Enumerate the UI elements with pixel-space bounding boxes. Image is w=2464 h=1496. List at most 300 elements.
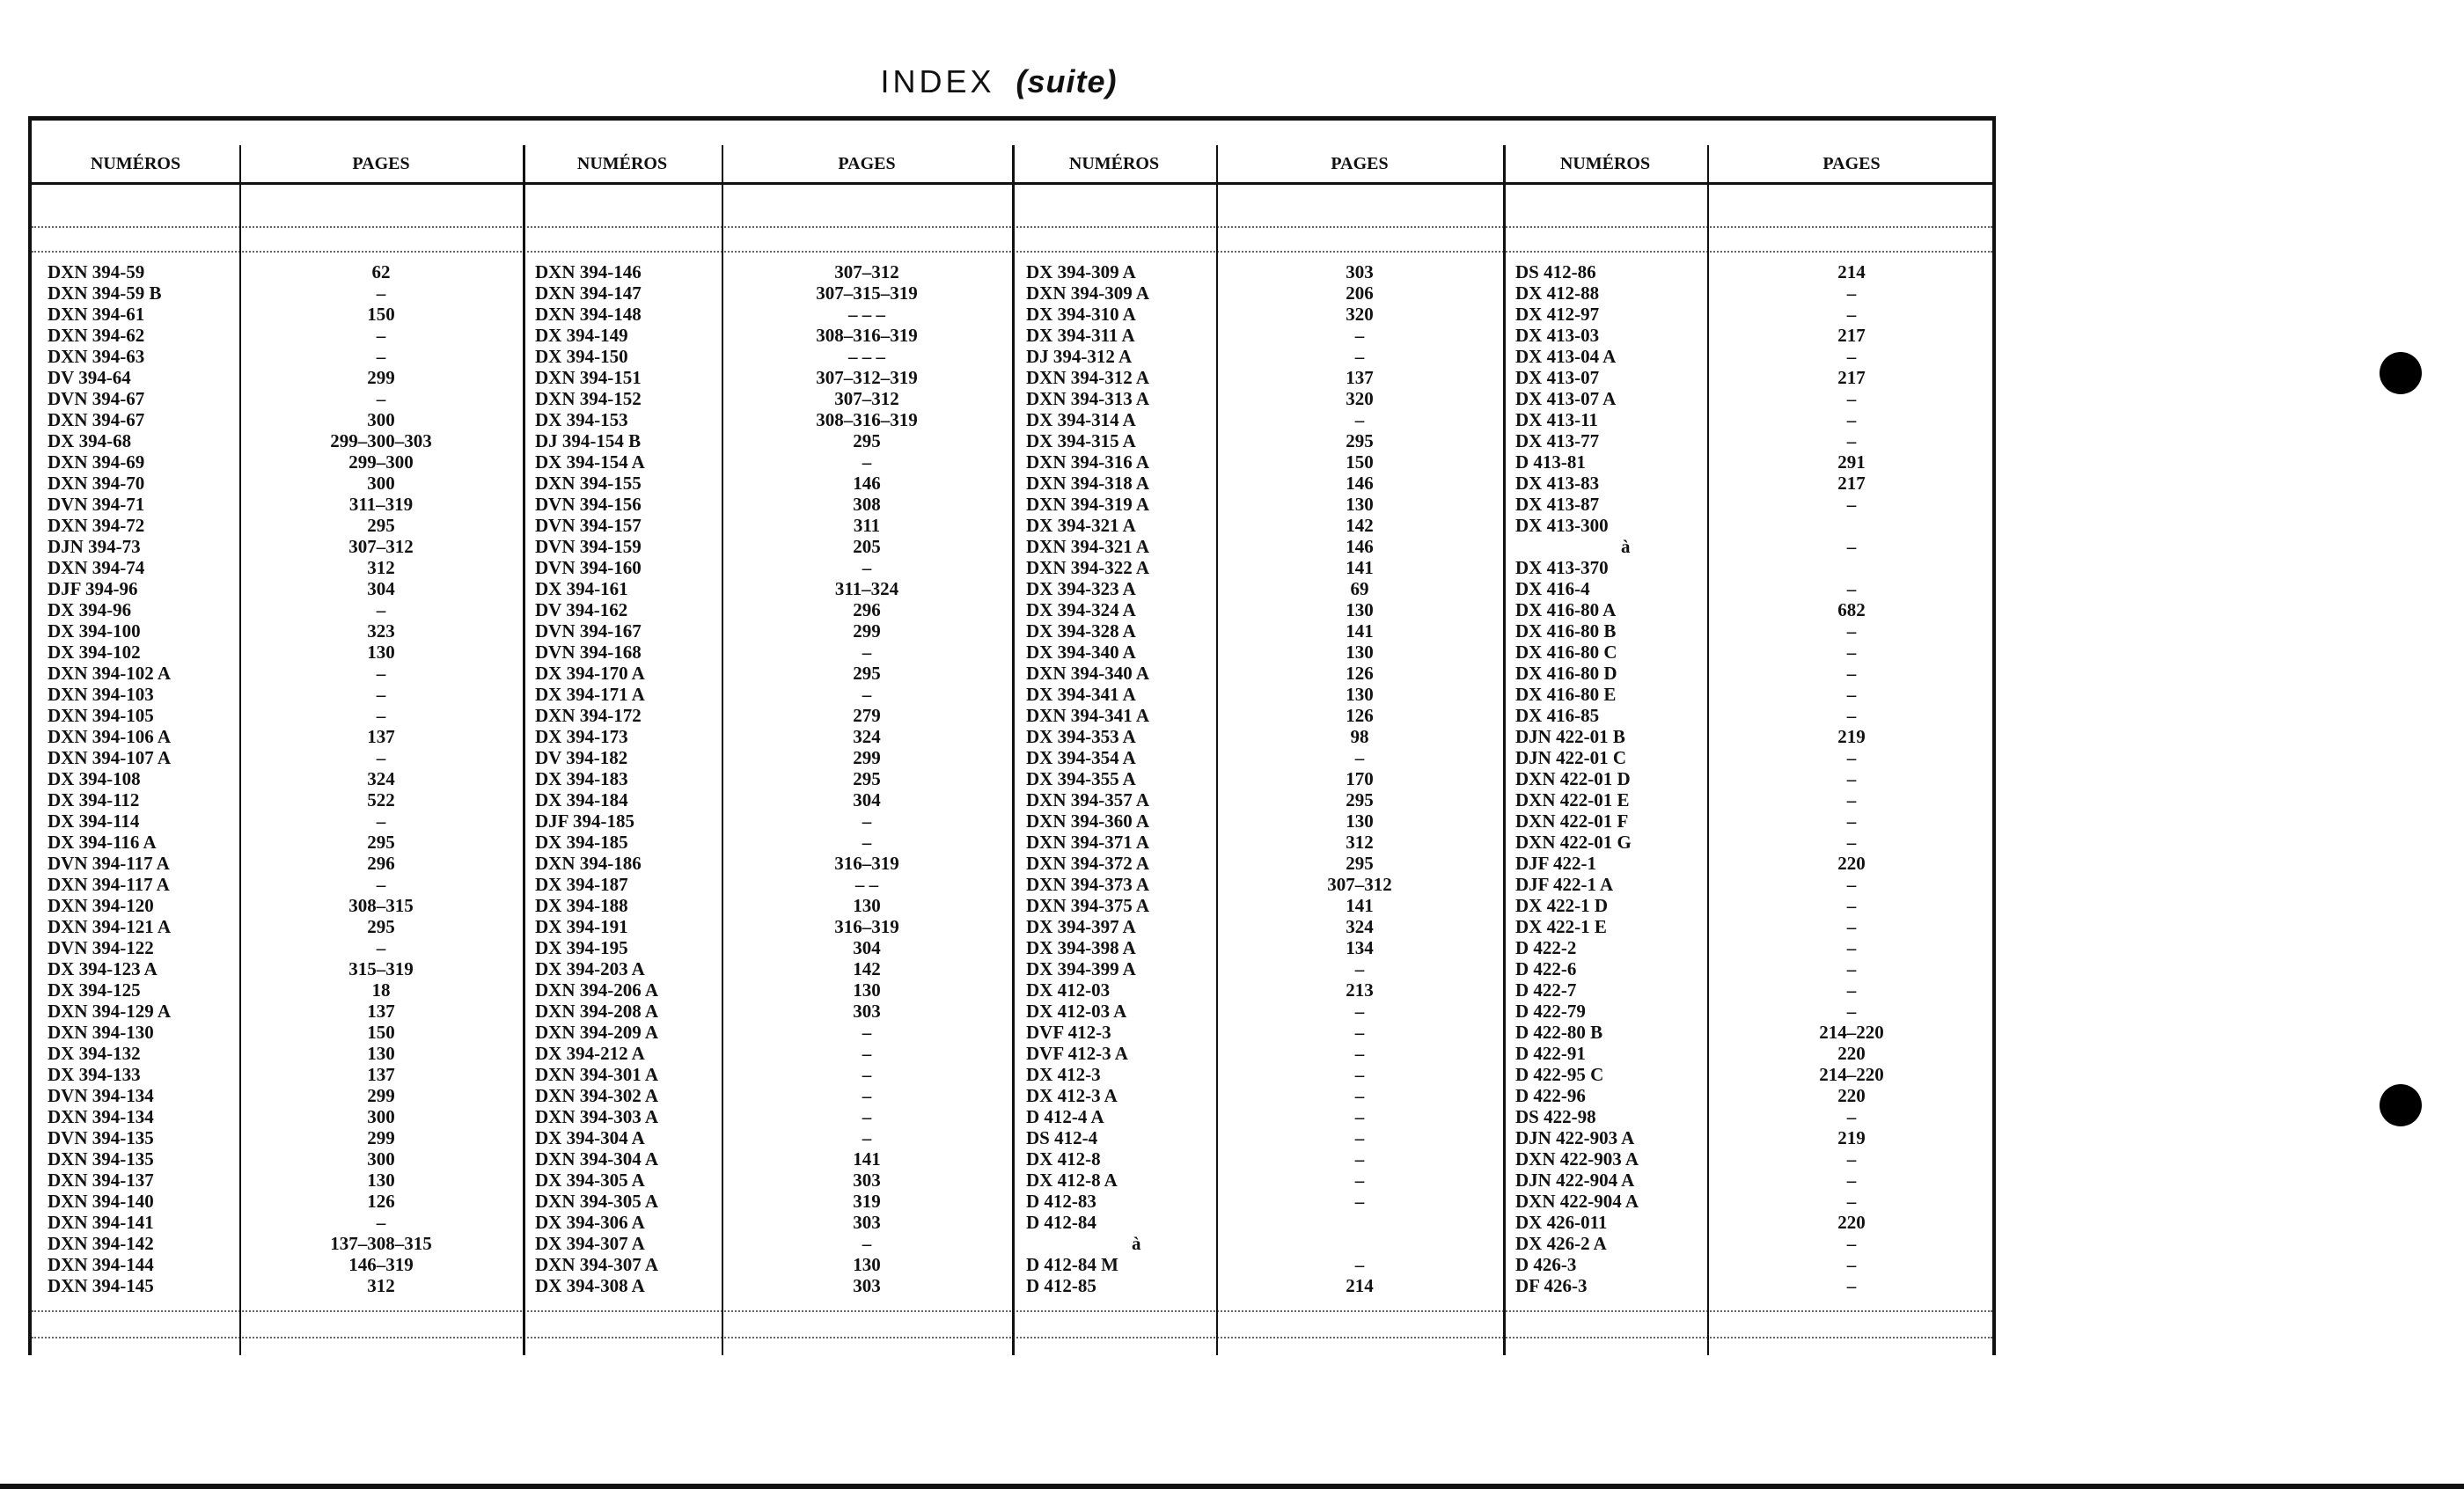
entry-pages: 62 [371,261,391,282]
entry-pages: – [376,388,386,409]
entry-pages: 296 [367,853,395,874]
index-entry [1515,958,1991,979]
index-entry [1515,642,1991,663]
index-entry [535,515,1010,536]
index-entry [535,979,1010,1001]
header-pages: PAGES [1331,154,1389,173]
index-entry [535,1191,1010,1212]
entry-number: DX 412-3 A [1026,1085,1118,1106]
index-entry [1026,1043,1501,1064]
entry-pages: – [1354,1085,1365,1106]
entry-number: DX 413-300 [1515,515,1609,536]
entry-number: D 412-84 [1026,1212,1096,1233]
entry-number: DVN 394-167 [535,620,642,642]
entry-number: DXN 394-316 A [1026,451,1149,473]
entry-pages: 217 [1837,367,1866,388]
entry-pages: – – – [848,304,885,325]
entry-number: DJN 422-01 B [1515,726,1625,747]
index-entry [48,1275,523,1296]
index-entry [48,958,523,979]
entry-pages: 219 [1837,1127,1866,1148]
index-entry [535,916,1010,937]
entry-number: DXN 394-372 A [1026,853,1149,874]
index-entry [1026,789,1501,810]
index-entry [48,473,523,494]
index-entry [48,705,523,726]
entry-pages: – [1846,937,1857,958]
index-entry [1026,1170,1501,1191]
entry-pages: 214–220 [1819,1022,1884,1043]
entry-pages: 312 [367,1275,395,1296]
entry-pages: – [1846,895,1857,916]
entry-pages: – [1846,916,1857,937]
index-entry [48,1191,523,1212]
index-entry [1515,1275,1991,1296]
entry-number: DXN 394-74 [48,557,145,578]
entry-number: DXN 394-67 [48,409,145,430]
index-entry [1515,1043,1991,1064]
entry-pages: 141 [853,1148,881,1170]
entry-number: DX 416-80 C [1515,642,1617,663]
entry-number: DXN 394-117 A [48,874,170,895]
entry-number: DX 394-308 A [535,1275,645,1296]
entry-pages: 320 [1346,304,1374,325]
entry-number: DVN 394-134 [48,1085,154,1106]
entry-number: D 422-80 B [1515,1022,1603,1043]
entry-pages: 150 [1346,451,1374,473]
entry-number: DX 394-100 [48,620,141,642]
index-entry [535,1148,1010,1170]
index-entry [1026,367,1501,388]
index-entry [1515,430,1991,451]
header-pages: PAGES [838,154,896,173]
entry-number: DXN 394-140 [48,1191,154,1212]
index-entry [535,895,1010,916]
index-entry [48,1064,523,1085]
entry-number: DX 394-68 [48,430,132,451]
entry-pages: – [1846,282,1857,304]
entry-number: DS 412-4 [1026,1127,1098,1148]
entry-number: DX 416-80 E [1515,684,1617,705]
index-entry [1026,578,1501,599]
index-entry [1026,895,1501,916]
entry-pages: 295 [367,916,395,937]
index-entry [1026,346,1501,367]
group-divider [523,145,525,1355]
entry-pages: 130 [853,1254,881,1275]
entry-pages: 126 [1346,705,1374,726]
entry-number: DX 394-399 A [1026,958,1136,979]
index-entry [1026,663,1501,684]
entry-pages: 295 [853,663,881,684]
index-entry [1515,388,1991,409]
index-entry [1026,1148,1501,1170]
index-entry [535,1170,1010,1191]
entry-number: DXN 394-121 A [48,916,171,937]
entry-number: DJF 422-1 A [1515,874,1614,895]
index-entry [1515,1170,1991,1191]
entry-pages: 299–300–303 [330,430,432,451]
entry-number: DVN 394-157 [535,515,642,536]
index-entry [535,430,1010,451]
entry-pages: 303 [853,1275,881,1296]
index-entry [1515,726,1991,747]
entry-pages: 220 [1837,853,1866,874]
index-entry [1026,536,1501,557]
entry-number: DXN 394-120 [48,895,154,916]
header-numeros: NUMÉROS [1068,154,1160,173]
entry-number: à [1132,1233,1141,1254]
entry-number: DVN 394-160 [535,557,642,578]
index-entry [48,874,523,895]
index-entry [1515,663,1991,684]
entry-number: DX 413-07 A [1515,388,1617,409]
entry-pages: – – – [848,346,885,367]
index-entry [48,895,523,916]
entry-number: DX 394-150 [535,346,628,367]
entry-pages: 304 [853,789,881,810]
entry-number: DX 394-323 A [1026,578,1136,599]
entry-number: DXN 394-373 A [1026,874,1149,895]
index-entry [1515,578,1991,599]
entry-number: DX 394-310 A [1026,304,1136,325]
entry-pages: 303 [853,1001,881,1022]
index-entry [48,1106,523,1127]
entry-pages: 299 [367,1085,395,1106]
index-entry [1026,916,1501,937]
entry-number: DXN 394-321 A [1026,536,1149,557]
entry-number: DXN 394-107 A [48,747,171,768]
entry-number: DXN 394-63 [48,346,145,367]
entry-number: D 422-95 C [1515,1064,1604,1085]
index-entry [1026,1191,1501,1212]
entry-number: DVN 394-159 [535,536,642,557]
header-pages: PAGES [352,154,410,173]
entry-number: D 413-81 [1515,451,1586,473]
entry-number: DX 412-8 A [1026,1170,1118,1191]
entry-number: DX 394-397 A [1026,916,1136,937]
entry-pages: 312 [367,557,395,578]
index-entry [48,304,523,325]
group-divider [1012,145,1015,1355]
index-entry [1515,895,1991,916]
entry-pages: – [1846,789,1857,810]
index-entry [48,832,523,853]
index-entry [1515,832,1991,853]
index-column-4 [1515,261,1991,1296]
entry-pages: 303 [853,1170,881,1191]
entry-pages: – [862,642,872,663]
index-entry [535,367,1010,388]
entry-pages: 324 [367,768,395,789]
entry-pages: 295 [367,515,395,536]
entry-number: DXN 394-312 A [1026,367,1149,388]
entry-pages: – [862,810,872,832]
entry-pages: 299 [853,620,881,642]
entry-number: DXN 394-303 A [535,1106,658,1127]
entry-number: DX 394-161 [535,578,628,599]
entry-pages: 522 [367,789,395,810]
index-entry [48,747,523,768]
entry-number: DS 412-86 [1515,261,1596,282]
entry-pages: 130 [367,1170,395,1191]
entry-number: DX 394-311 A [1026,325,1135,346]
index-entry [1515,1254,1991,1275]
index-entry [1515,536,1991,557]
entry-number: DJN 422-01 C [1515,747,1626,768]
entry-pages: 308–316–319 [816,325,918,346]
index-entry [48,663,523,684]
index-entry [535,832,1010,853]
entry-number: DX 413-07 [1515,367,1600,388]
entry-number: DX 394-354 A [1026,747,1136,768]
index-entry [535,620,1010,642]
entry-pages: – [862,1043,872,1064]
entry-pages: – [1846,1233,1857,1254]
index-entry [535,325,1010,346]
entry-number: DVN 394-117 A [48,853,170,874]
index-entry [1515,1001,1991,1022]
index-entry [535,1085,1010,1106]
index-entry [1515,1106,1991,1127]
entry-pages: 319 [853,1191,881,1212]
entry-pages: 214–220 [1819,1064,1884,1085]
entry-number: DXN 422-01 D [1515,768,1631,789]
index-entry [535,282,1010,304]
entry-pages: – [1354,1127,1365,1148]
entry-number: DX 394-398 A [1026,937,1136,958]
index-entry [48,620,523,642]
index-entry [1515,684,1991,705]
index-entry [1026,642,1501,663]
entry-number: DX 426-011 [1515,1212,1608,1233]
index-entry [1026,1275,1501,1296]
entry-number: D 422-7 [1515,979,1577,1001]
entry-pages: – [1846,1254,1857,1275]
entry-number: DX 394-154 A [535,451,645,473]
entry-pages: 308 [853,494,881,515]
entry-pages: – [1846,1148,1857,1170]
index-entry [535,853,1010,874]
index-entry [535,937,1010,958]
entry-pages: – [862,1106,872,1127]
entry-pages: 300 [367,473,395,494]
entry-pages: 98 [1350,726,1369,747]
entry-number: DX 413-11 [1515,409,1598,430]
entry-pages: – [376,346,386,367]
index-entry [1026,451,1501,473]
entry-pages: 141 [1346,620,1374,642]
entry-number: DX 394-309 A [1026,261,1136,282]
entry-pages: 130 [1346,494,1374,515]
index-entry [1026,747,1501,768]
entry-pages: – [1846,578,1857,599]
entry-number: DF 426-3 [1515,1275,1588,1296]
index-entry [48,768,523,789]
entry-pages: 295 [1346,853,1374,874]
entry-pages: – [376,747,386,768]
entry-pages: – [1846,620,1857,642]
entry-pages: – [1846,768,1857,789]
index-entry [535,768,1010,789]
entry-pages: 304 [853,937,881,958]
header-numeros: NUMÉROS [1559,154,1651,173]
index-entry [535,599,1010,620]
entry-number: DXN 394-371 A [1026,832,1149,853]
entry-number: DX 394-353 A [1026,726,1136,747]
entry-pages: 320 [1346,388,1374,409]
entry-pages: – [1846,346,1857,367]
index-entry [535,810,1010,832]
entry-pages: 300 [367,1148,395,1170]
index-entry [1026,853,1501,874]
entry-number: DX 412-3 [1026,1064,1101,1085]
index-entry [48,557,523,578]
entry-number: DX 413-77 [1515,430,1600,451]
entry-number: DXN 394-105 [48,705,154,726]
group-divider [1503,145,1506,1355]
entry-number: D 422-2 [1515,937,1577,958]
entry-pages: 307–312–319 [816,367,918,388]
index-entry [1026,705,1501,726]
entry-pages: – [1846,832,1857,853]
entry-number: DX 394-324 A [1026,599,1136,620]
entry-number: DX 394-171 A [535,684,645,705]
entry-number: DXN 394-313 A [1026,388,1149,409]
index-entry [1026,1022,1501,1043]
index-entry [1026,1233,1501,1254]
entry-number: DX 394-306 A [535,1212,645,1233]
index-entry [1515,515,1991,536]
index-entry [48,1022,523,1043]
entry-number: DXN 394-309 A [1026,282,1149,304]
entry-pages: – [376,663,386,684]
entry-number: DX 394-116 A [48,832,157,853]
entry-pages: – [1846,874,1857,895]
entry-pages: 291 [1837,451,1866,473]
index-entry [48,1212,523,1233]
entry-number: DJN 422-903 A [1515,1127,1635,1148]
index-entry [48,1254,523,1275]
entry-number: DX 394-112 [48,789,140,810]
index-column-1 [48,261,523,1296]
index-entry [48,536,523,557]
entry-number: DXN 394-69 [48,451,145,473]
entry-number: DX 416-4 [1515,578,1590,599]
index-entry [48,1043,523,1064]
index-entry [1515,874,1991,895]
entry-number: DXN 394-146 [535,261,642,282]
entry-pages: – [862,451,872,473]
entry-number: DX 394-153 [535,409,628,430]
entry-pages: 137 [1346,367,1374,388]
entry-pages: – [1354,325,1365,346]
entry-pages: – [1846,304,1857,325]
entry-number: DX 394-185 [535,832,628,853]
entry-number: DXN 394-137 [48,1170,154,1191]
entry-pages: 307–312 [348,536,414,557]
entry-number: DX 394-187 [535,874,628,895]
entry-pages: 213 [1346,979,1374,1001]
entry-pages: 324 [853,726,881,747]
entry-number: D 422-79 [1515,1001,1586,1022]
index-entry [1026,494,1501,515]
entry-number: DX 413-370 [1515,557,1609,578]
index-entry [1515,282,1991,304]
index-entry [1515,346,1991,367]
entry-pages: – [862,684,872,705]
entry-pages: – [1846,642,1857,663]
title-text: INDEX [880,63,995,99]
entry-pages: – [376,325,386,346]
entry-pages: 150 [367,1022,395,1043]
entry-pages: 150 [367,304,395,325]
entry-pages: 130 [367,1043,395,1064]
entry-number: DX 394-114 [48,810,140,832]
index-entry [1515,409,1991,430]
entry-pages: – [1846,1275,1857,1296]
entry-pages: 323 [367,620,395,642]
entry-pages: 316–319 [834,916,899,937]
index-entry [535,663,1010,684]
entry-pages: – [1846,536,1857,557]
index-entry [1026,388,1501,409]
punch-hole [2380,1084,2422,1126]
punch-hole [2380,352,2422,394]
entry-pages: 146–319 [348,1254,414,1275]
entry-pages: 682 [1837,599,1866,620]
entry-number: DJ 394-154 B [535,430,642,451]
entry-number: DX 394-340 A [1026,642,1136,663]
index-entry [535,557,1010,578]
entry-pages: 295 [853,768,881,789]
entry-number: DX 416-80 B [1515,620,1617,642]
entry-number: DX 394-125 [48,979,141,1001]
entry-number: DJF 394-96 [48,578,138,599]
index-entry [535,1127,1010,1148]
entry-number: DXN 422-01 E [1515,789,1630,810]
entry-pages: – [1354,958,1365,979]
index-entry [1026,261,1501,282]
index-entry [535,684,1010,705]
entry-pages: 220 [1837,1085,1866,1106]
entry-pages: – [1846,430,1857,451]
index-entry [535,494,1010,515]
index-entry [535,409,1010,430]
index-entry [1515,1233,1991,1254]
entry-number: DVN 394-135 [48,1127,154,1148]
index-entry [1515,261,1991,282]
index-entry [1026,1064,1501,1085]
index-entry [1026,958,1501,979]
entry-pages: – [376,937,386,958]
index-entry [1026,1254,1501,1275]
index-entry [1515,1022,1991,1043]
entry-pages: 170 [1346,768,1374,789]
entry-number: DXN 394-307 A [535,1254,658,1275]
index-entry [535,578,1010,599]
entry-number: DX 412-88 [1515,282,1600,304]
entry-pages: 324 [1346,916,1374,937]
index-entry [48,515,523,536]
index-entry [48,1233,523,1254]
entry-number: DXN 394-322 A [1026,557,1149,578]
entry-pages: – [376,282,386,304]
header-numeros: NUMÉROS [90,154,181,173]
entry-pages: 137–308–315 [330,1233,432,1254]
entry-pages: 307–312 [834,261,899,282]
index-entry [1026,768,1501,789]
